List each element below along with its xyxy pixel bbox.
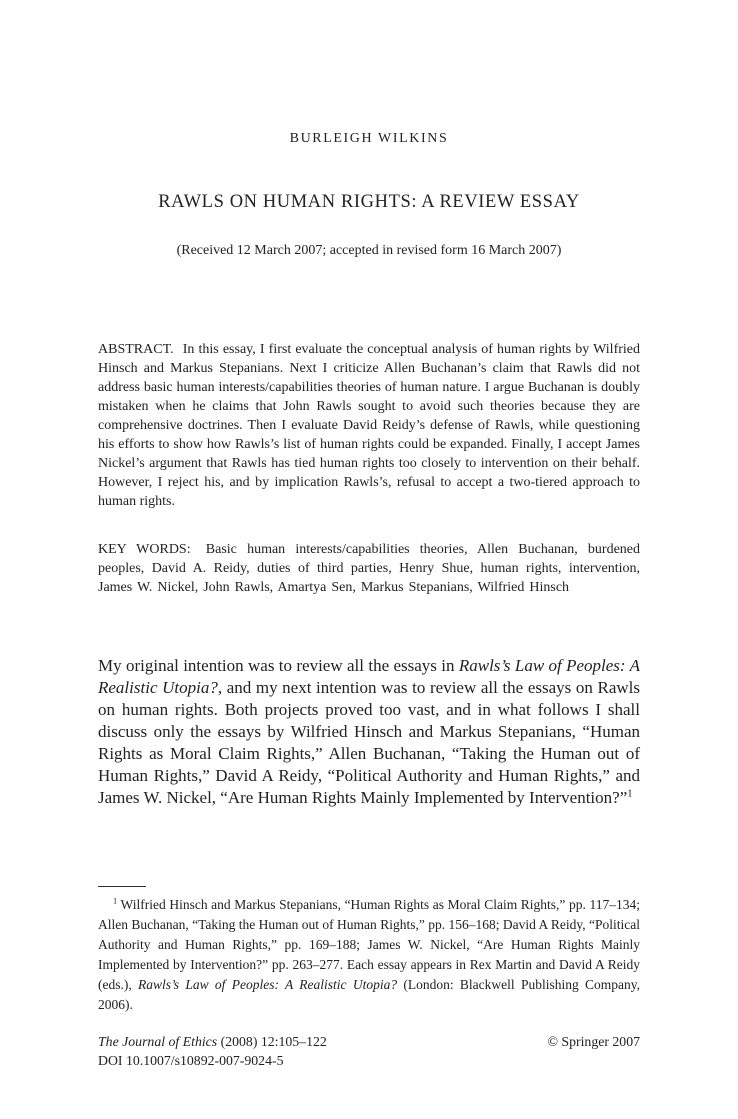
footer-top-row [98,1032,640,1051]
footnote-italic-book-title: Rawls’s Law of Peoples: A Realistic Utopia? [138,977,398,992]
keywords-label: KEY WORDS: [98,542,191,557]
body-text-rest: , and my next intention was to review all the essays on Rawls on human rights. Both projects proved too vast, and in what follows I shall discuss only the essays by Wilfried Hinsch and Markus Stepanians, “Human Rights as Moral Claim Rights,” Allen Buchanan, “Taking the Human out of Human Rights,” David A Reidy, “Political Authority and Human Rights,” and James W. Nickel, “Are Human Rights Mainly Implemented by Intervention?” [98,678,640,807]
received-line: (Received 12 March 2007; accepted in revised form 16 March 2007) [176,243,562,258]
journal-citation [98,1032,327,1051]
footnote-ref-marker: 1 [627,788,633,800]
journal-issue-pages: (2008) 12:105–122 [217,1034,327,1049]
body-italic-book-title: Rawls’s Law of Peoples: A Realistic Utopia? [98,656,641,697]
footnote-text-1: Wilfried Hinsch and Markus Stepanians, “Human Rights as Moral Claim Rights,” pp. 117–134; Allen Buchanan, “Taking the Human out of Human Rights,” pp. 156–168; David A Reidy, “Political Authority and Human Rights,” pp. 169–188; James W. Nickel, “Are Human Rights Mainly Implemented by Intervention?” pp. 263–277. Each essay appears in Rex Martin and David A Reidy (eds.), [98,897,640,992]
author-name: BURLEIGH WILKINS [289,131,449,146]
footnote [98,895,640,1015]
article-title: RAWLS ON HUMAN RIGHTS: A REVIEW ESSAY [158,192,580,212]
journal-name: The Journal of Ethics [98,1034,218,1049]
footnote-divider [98,886,146,887]
abstract-section [98,340,640,511]
abstract-text: In this essay, I first evaluate the conceptual analysis of human rights by Wilfried Hinsch and Markus Stepanians. Next I criticize Allen Buchanan’s claim that Rawls did not address basic human interests/capabilities theories of human nature. I argue Buchanan is doubly mistaken when he claims that John Rawls sought to avoid such theories because they are comprehensive doctrines. Then I evaluate David Reidy’s defense of Rawls, while questioning his efforts to show how Rawls’s list of human rights could be expanded. Finally, I accept James Nickel’s argument that Rawls has tied human rights too closely to intervention on their behalf. However, I reject his, and by implication Rawls’s, refusal to accept a two-tiered approach to human rights. [98,342,640,509]
page-footer [98,1032,640,1070]
footnote-marker: 1 [113,896,118,906]
body-paragraph [98,655,640,809]
doi-line: DOI 10.1007/s10892-007-9024-5 [98,1053,284,1068]
keywords-section [98,540,640,597]
footnote-text-2: (London: Blackwell Publishing Company, 2006). [98,977,640,1012]
keywords-text: Basic human interests/capabilities theories, Allen Buchanan, burdened peoples, David A. Reidy, duties of third parties, Henry Shue, human rights, intervention, James W. Nickel, John Rawls, Amartya Sen, Markus Stepanians, Wilfried Hinsch [98,542,641,595]
body-text-lead: My original intention was to review all the essays in [98,656,459,675]
abstract-label: ABSTRACT. [98,342,174,357]
copyright-notice: © Springer 2007 [547,1034,640,1049]
